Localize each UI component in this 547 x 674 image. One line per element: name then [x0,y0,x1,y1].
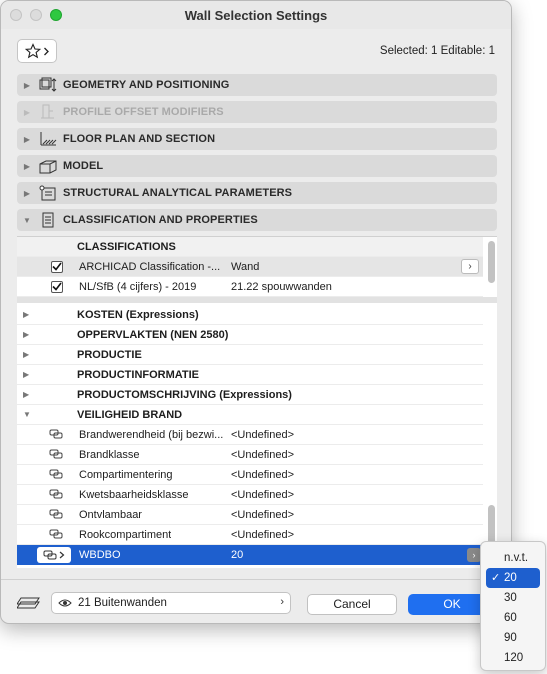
structural-icon [37,185,59,201]
chevron-right-icon: › [280,596,284,608]
window-title: Wall Selection Settings [184,8,328,23]
property-row[interactable]: Brandwerendheid (bij bezwi... <Undefined> [17,425,483,445]
checkmark-icon: ✓ [491,572,501,584]
star-icon [25,43,41,59]
disclosure-right-icon: ▶ [23,390,30,399]
classifications-header: CLASSIFICATIONS [17,237,483,257]
classification-row[interactable]: ARCHICAD Classification -... Wand › [17,257,483,277]
chevron-right-icon [43,47,50,56]
scrollbar-properties[interactable] [488,505,495,545]
checkmark-icon [52,282,62,291]
property-row[interactable]: Rookcompartiment <Undefined> [17,525,483,545]
group-row[interactable]: ▶ KOSTEN (Expressions) [17,305,483,325]
layer-name: 21 Buitenwanden [78,597,167,609]
title-bar [1,1,511,29]
panel-label: PROFILE OFFSET MODIFIERS [63,106,224,118]
menu-item[interactable]: n.v.t. [504,552,529,564]
layer-selector[interactable] [51,592,291,614]
group-row[interactable]: ▼ VEILIGHEID BRAND [17,405,483,425]
disclosure-right-icon: ▶ [23,370,30,379]
panel-classification[interactable] [17,209,497,231]
classification-row[interactable]: NL/SfB (4 cijfers) - 2019 21.22 spouwwanden [17,277,483,297]
panel-geometry[interactable] [17,74,497,96]
link-icon [49,429,63,439]
cancel-button[interactable]: Cancel [307,594,397,615]
group-row[interactable]: ▶ PRODUCTIE [17,345,483,365]
disclosure-down-icon: ▼ [23,215,31,225]
geometry-icon [37,77,59,93]
wbdbo-value-menu [480,541,546,671]
layer-icon [17,595,41,611]
disclosure-right-icon: ▶ [23,80,31,90]
panel-label: STRUCTURAL ANALYTICAL PARAMETERS [63,187,293,199]
eye-icon [58,598,72,608]
chevron-right-icon [59,551,65,559]
floorplan-icon [37,131,59,147]
link-icon [49,489,63,499]
menu-item-selected[interactable]: ✓ 20 [486,568,540,588]
disclosure-down-icon: ▼ [23,410,31,419]
panel-floor-plan[interactable] [17,128,497,150]
group-row[interactable]: ▶ OPPERVLAKTEN (NEN 2580) [17,325,483,345]
model-icon [37,158,59,174]
favorites-button[interactable] [17,39,57,63]
panel-label: MODEL [63,160,104,172]
property-row-selected[interactable]: WBDBO 20 › [17,545,483,565]
ok-button[interactable]: OK [408,594,496,615]
disclosure-right-icon: ▶ [23,107,31,117]
properties-list [17,236,497,568]
panel-label: CLASSIFICATION AND PROPERTIES [63,214,258,226]
link-options-button[interactable] [37,547,71,563]
scrollbar-classifications[interactable] [488,241,495,283]
section-divider [17,297,497,303]
footer-divider [1,579,512,580]
link-icon [49,449,63,459]
checkmark-icon [52,262,62,271]
menu-item[interactable]: 30 [504,592,517,604]
disclosure-right-icon: ▶ [23,188,31,198]
disclosure-right-icon: ▶ [23,134,31,144]
profile-icon [37,104,59,120]
link-icon [49,509,63,519]
menu-item[interactable]: 120 [504,652,524,664]
menu-item[interactable]: 60 [504,612,517,624]
group-row[interactable]: ▶ PRODUCTINFORMATIE [17,365,483,385]
panel-label: FLOOR PLAN AND SECTION [63,133,216,145]
classification-icon [37,212,59,228]
property-row[interactable]: Kwetsbaarheidsklasse <Undefined> [17,485,483,505]
selection-count: Selected: 1 Editable: 1 [379,45,495,57]
panel-model[interactable] [17,155,497,177]
disclosure-right-icon: ▶ [23,330,30,339]
group-row[interactable]: ▶ PRODUCTOMSCHRIJVING (Expressions) [17,385,483,405]
link-icon [49,529,63,539]
classification-checkbox[interactable] [51,281,63,293]
panel-structural[interactable] [17,182,497,204]
classification-detail-button[interactable]: › [461,259,479,274]
classification-checkbox[interactable] [51,261,63,273]
panel-profile-offset [17,101,497,123]
panel-label: GEOMETRY AND POSITIONING [63,79,230,91]
property-row[interactable]: Compartimentering <Undefined> [17,465,483,485]
property-row[interactable]: Ontvlambaar <Undefined> [17,505,483,525]
menu-item[interactable]: 90 [504,632,517,644]
property-row[interactable]: Brandklasse <Undefined> [17,445,483,465]
link-icon [49,469,63,479]
value-dropdown-button[interactable]: › [467,548,481,562]
disclosure-right-icon: ▶ [23,161,31,171]
link-icon [43,550,57,560]
disclosure-right-icon: ▶ [23,310,30,319]
disclosure-right-icon: ▶ [23,350,30,359]
